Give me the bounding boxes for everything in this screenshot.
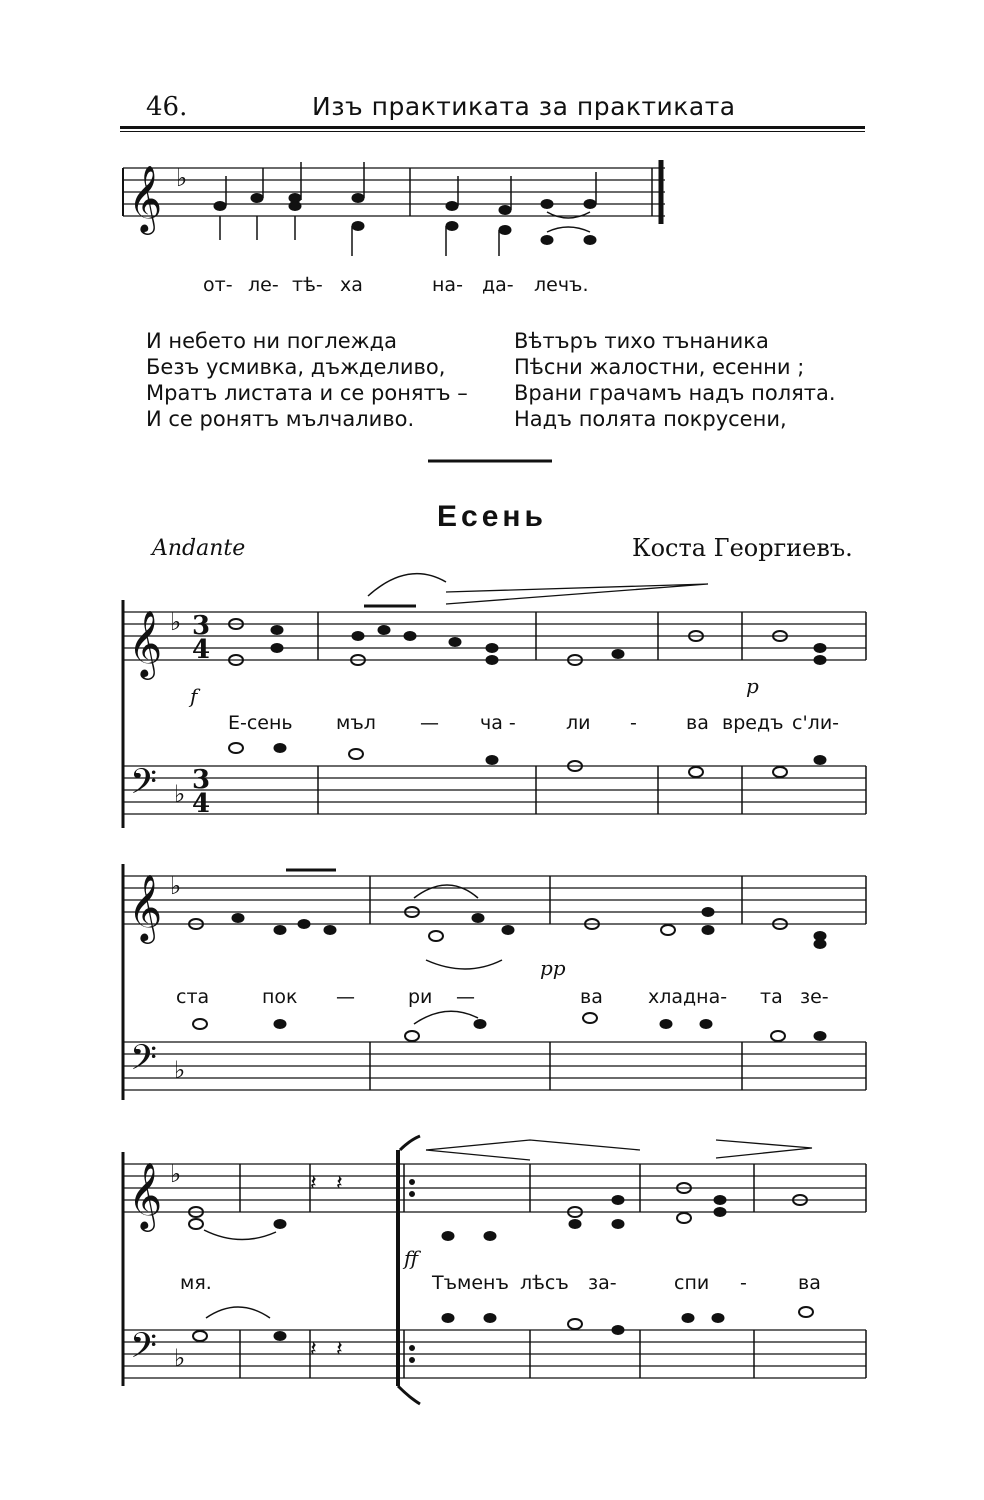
- poem-line: И небето ни поглежда: [146, 329, 397, 353]
- system1-lyric: —: [420, 712, 439, 734]
- svg-text:𝄽: 𝄽: [336, 1171, 343, 1196]
- tempo-marking: Andante: [152, 536, 246, 561]
- system3-lyric: ва: [798, 1272, 821, 1294]
- system1-lyric: мъл: [336, 712, 376, 734]
- system1-lyric: -: [630, 712, 637, 734]
- svg-text:𝄞: 𝄞: [128, 609, 163, 677]
- system1-lyric: ча -: [480, 712, 516, 734]
- top-lyric: да-: [482, 274, 514, 296]
- system1-treble-staff: [123, 574, 866, 680]
- system2-lyric: хладна-: [648, 986, 728, 1008]
- system2-lyric: ри: [408, 986, 433, 1008]
- system2-lyric: —: [336, 986, 355, 1008]
- svg-text:𝄢: 𝄢: [130, 1325, 158, 1374]
- svg-text:3: 3: [192, 611, 211, 641]
- system2-lyric: —: [456, 986, 475, 1008]
- poem-line: И се ронятъ мълчаливо.: [146, 407, 415, 431]
- svg-text:♭: ♭: [170, 872, 182, 900]
- svg-text:♭: ♭: [170, 1160, 182, 1188]
- system3-lyric: -: [740, 1272, 747, 1294]
- top-lyric: от-: [203, 274, 233, 296]
- poem-right-column: [514, 328, 836, 432]
- system1-lyric: вредъ: [722, 712, 784, 734]
- svg-text:♭: ♭: [176, 164, 188, 192]
- dynamic-fortissimo: ff: [404, 1246, 419, 1270]
- svg-text:♭: ♭: [170, 608, 182, 636]
- poem-line: Пѣсни жалостни, есенни ;: [514, 355, 805, 379]
- poem-line: Надъ полята покрусени,: [514, 407, 787, 431]
- system3-lyric: лѣсъ: [520, 1272, 569, 1294]
- svg-text:4: 4: [192, 789, 211, 819]
- poem-line: Безъ усмивка, дъжделиво,: [146, 355, 446, 379]
- top-lyric: на-: [432, 274, 463, 296]
- svg-text:4: 4: [192, 635, 211, 665]
- system1-lyric: ва: [686, 712, 709, 734]
- song-title: Есень: [437, 500, 547, 533]
- svg-text:♭: ♭: [174, 780, 186, 808]
- poem-line: Врани грачамъ надъ полята.: [514, 381, 836, 405]
- system2-lyric: ста: [176, 986, 210, 1008]
- poem-line: Мратъ листата и се ронятъ –: [146, 381, 468, 405]
- svg-text:𝄢: 𝄢: [130, 761, 158, 810]
- running-title: Изъ практиката за практиката: [312, 92, 736, 121]
- svg-text:𝄞: 𝄞: [128, 1161, 163, 1229]
- system3-lyric: Тъменъ: [432, 1272, 509, 1294]
- system2-lyric: пок: [262, 986, 298, 1008]
- top-lyric: лечъ.: [534, 274, 589, 296]
- page-number: 46.: [146, 92, 188, 122]
- top-lyric: ха: [340, 274, 363, 296]
- system1-lyric: с'ли-: [792, 712, 840, 734]
- system2-lyric: зе-: [800, 986, 829, 1008]
- composer-name: Коста Георгиевъ.: [632, 534, 853, 562]
- top-excerpt-staff: [123, 160, 665, 256]
- svg-text:3: 3: [192, 765, 211, 795]
- top-lyric: тѣ-: [292, 274, 323, 296]
- dynamic-pianissimo: pp: [540, 956, 566, 980]
- svg-text:𝄽: 𝄽: [310, 1337, 317, 1362]
- svg-text:𝄞: 𝄞: [128, 164, 163, 232]
- svg-text:𝄞: 𝄞: [128, 873, 163, 941]
- system3-lyric: мя.: [180, 1272, 212, 1294]
- svg-text:♭: ♭: [174, 1056, 186, 1084]
- system2-lyric: ва: [580, 986, 603, 1008]
- system1-lyric: Е-сень: [228, 712, 293, 734]
- system2-lyric: та: [760, 986, 783, 1008]
- poem-line: Вѣтъръ тихо тънаника: [514, 329, 769, 353]
- system3-lyric: за-: [588, 1272, 617, 1294]
- poem-left-column: [146, 328, 468, 432]
- system2-treble-staff: [123, 870, 866, 969]
- svg-text:𝄽: 𝄽: [310, 1171, 317, 1196]
- system1-lyric: ли: [566, 712, 591, 734]
- system3-lyric: спи: [674, 1272, 710, 1294]
- svg-text:♭: ♭: [174, 1344, 186, 1372]
- top-lyric: ле-: [248, 274, 279, 296]
- dynamic-piano: p: [746, 674, 759, 698]
- dynamic-forte: f: [190, 684, 198, 708]
- svg-text:𝄽: 𝄽: [336, 1337, 343, 1362]
- svg-text:𝄢: 𝄢: [130, 1037, 158, 1086]
